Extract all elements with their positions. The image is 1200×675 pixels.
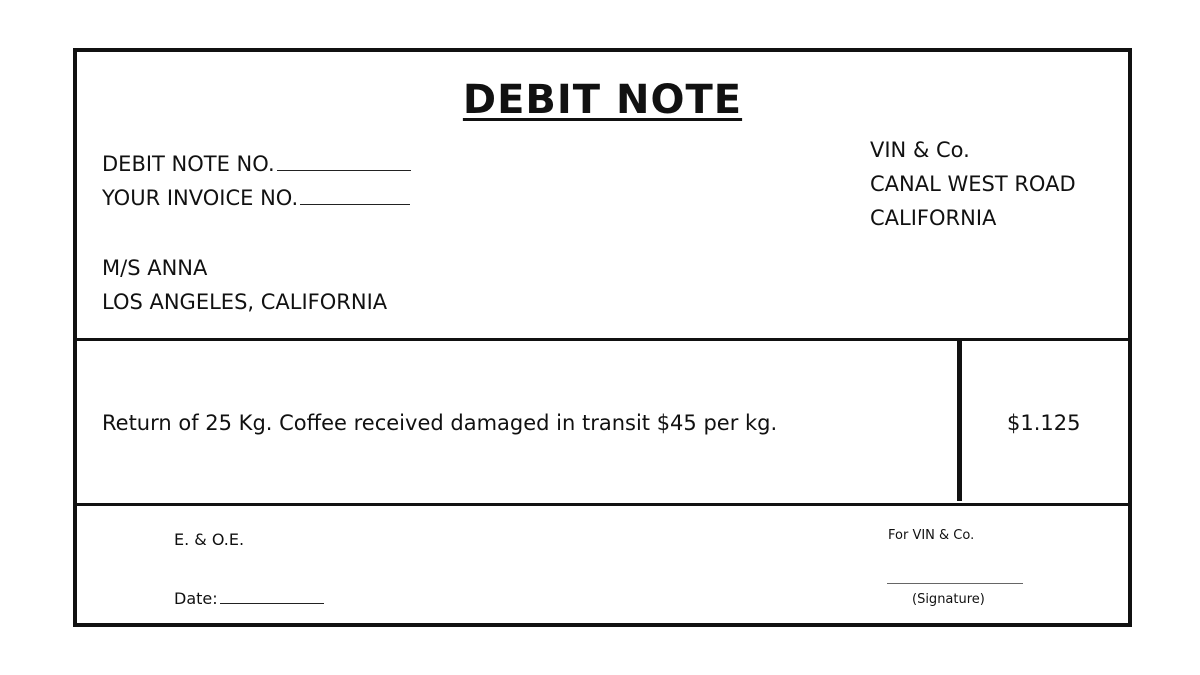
debit-note-number-blank [277,152,411,171]
invoice-number-blank [300,186,410,205]
errors-omissions-excepted: E. & O.E. [174,530,245,549]
bottom-divider [77,503,1128,506]
invoice-number-field [102,186,410,210]
signature-line [887,583,1023,584]
title-text: DEBIT NOTE [462,77,743,123]
top-divider [77,338,1128,341]
debit-note-number-field [102,152,411,176]
invoice-number-label: YOUR INVOICE NO. [102,186,299,210]
recipient-name: M/S ANNA [102,256,208,280]
date-blank [220,589,324,604]
sender-name: VIN & Co. [870,138,970,162]
document-title [77,77,1128,123]
signature-label: (Signature) [912,592,985,607]
debit-note-number-label: DEBIT NOTE NO. [102,152,275,176]
debit-note-document [73,48,1132,627]
recipient-address: LOS ANGELES, CALIFORNIA [102,290,388,314]
line-item-amount: $1.125 [1007,411,1081,435]
sender-state: CALIFORNIA [870,206,997,230]
for-company-label: For VIN & Co. [888,528,975,543]
date-label: Date: [174,589,218,608]
sender-street: CANAL WEST ROAD [870,172,1076,196]
date-field [174,589,324,608]
line-item-description: Return of 25 Kg. Coffee received damaged in transit $45 per kg. [102,411,778,435]
amount-column-divider [957,341,962,501]
